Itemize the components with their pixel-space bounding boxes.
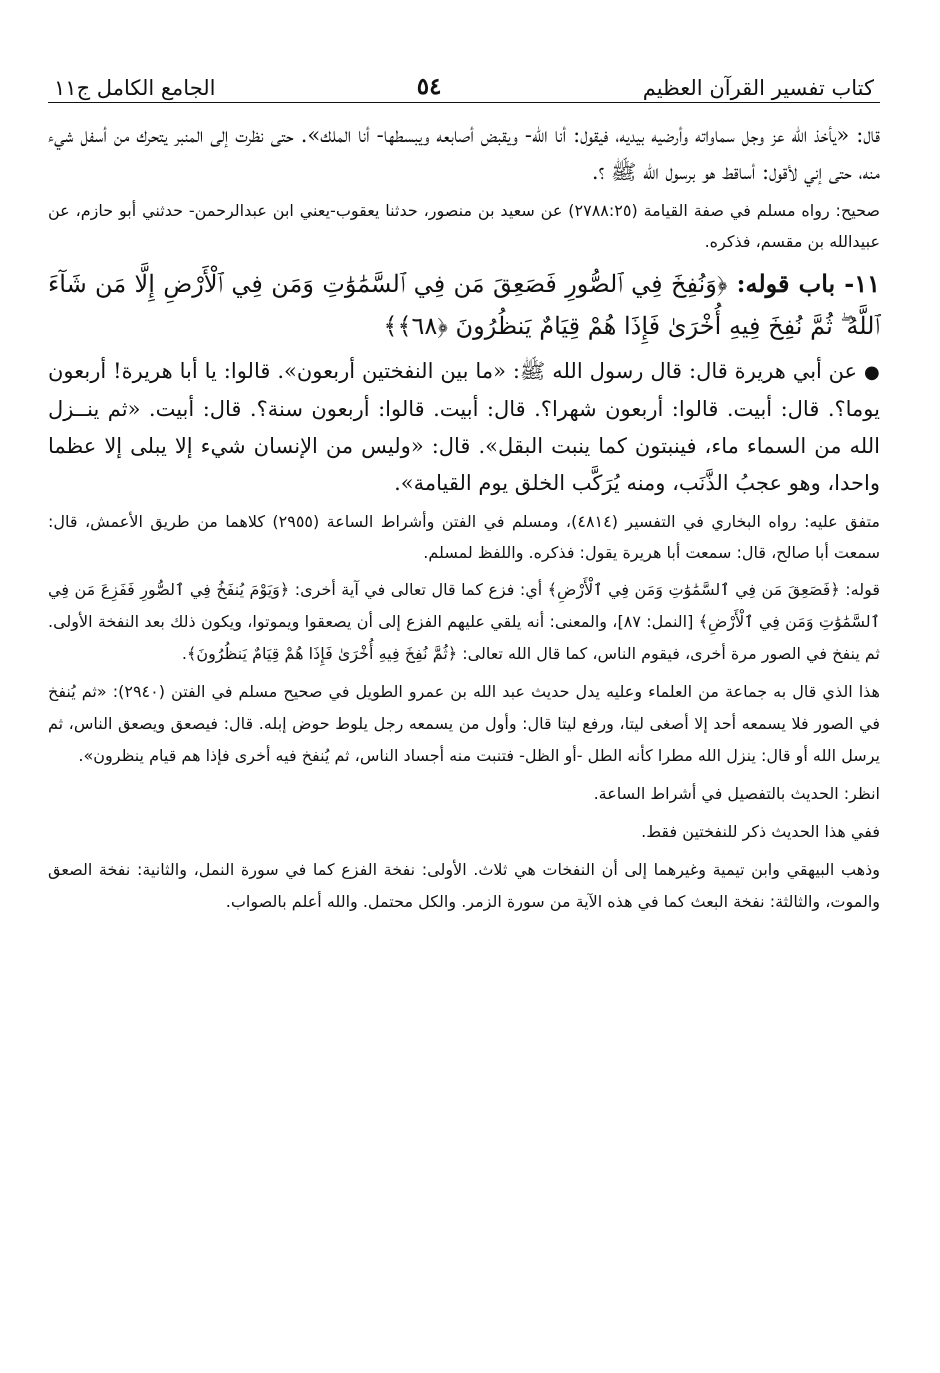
bullet-icon: ● — [864, 362, 880, 383]
hadith-text-2-body: عن أبي هريرة قال: قال رسول الله ﷺ: «ما بين النفختين أربعون». قالوا: يا أبا هريرة! أربعون يوما؟. قال: أبيت. قالوا: أربعون شهرا؟. قال: أبيت. قالوا: أربعون سنة؟. قال: أبيت. «ثم ينــزل الله من السماء ماء، فينبتون كما ينبت البقل». قال: «وليس من الإنسان شيء إلا يبلى إلا عظما واحدا، وهو عجبُ الذَّنَب، ومنه يُرَكَّب الخلق يوم القيامة». — [48, 359, 880, 495]
volume-label: الجامع الكامل ج١١ — [54, 76, 216, 100]
commentary-4: ففي هذا الحديث ذكر للنفختين فقط. — [641, 822, 880, 841]
chapter-heading — [48, 263, 880, 347]
page — [48, 60, 880, 1333]
commentary-3: انظر: الحديث بالتفصيل في أشراط الساعة. — [593, 784, 880, 803]
book-title: كتاب تفسير القرآن العظيم — [642, 76, 874, 100]
chapter-heading-label: ١١- باب قوله: — [736, 269, 880, 298]
takhrij-note-1: صحيح: رواه مسلم في صفة القيامة (٢٧٨٨:٢٥) عن سعيد بن منصور، حدثنا يعقوب-يعني ابن عبدالرحمن- حدثني أبو حازم، عن عبيدالله بن مقسم، فذكره. — [48, 201, 881, 251]
hadith-text-2 — [48, 353, 880, 502]
page-number: ٥٤ — [416, 73, 442, 100]
commentary-2: هذا الذي قال به جماعة من العلماء وعليه يدل حديث عبد الله بن عمرو الطويل في صحيح مسلم في الفتن (٢٩٤٠): «ثم يُنفخ في الصور فلا يسمعه أحد إلا أصغى ليتا، ورفع ليتا قال: وأول من يسمعه رجل يلوط حوض إبله. قال: فيصعق ويصعق الناس، ثم يرسل الله أو قال: ينزل الله مطرا كأنه الطل -أو الظل- فتنبت منه أجساد الناس، ثم يُنفخ فيه أخرى فإذا هم قيام ينظرون». — [48, 682, 880, 765]
header-divider — [48, 102, 880, 103]
hadith-text-1: قال: «يأخذ الله عز وجل سماواته وأرضيه بيديه، فيقول: أنا الله- ويقبض أصابعه ويبسطها- أنا الملك». حتى نظرت إلى المنبر يتحرك من أسفل شيء منه، حتى إني لأقول: أساقط هو برسول الله ﷺ ؟. — [48, 123, 880, 184]
commentary-5: وذهب البيهقي وابن تيمية وغيرهما إلى أن النفخات هي ثلاث. الأولى: نفخة الفزع كما في سورة النمل، والثانية: نفخة الصعق والموت، والثالثة: نفخة البعث كما في هذه الآية من سورة الزمر. والكل محتمل. والله أعلم بالصواب. — [48, 860, 880, 911]
chapter-heading-verse: ﴿وَنُفِخَ فِي ٱلصُّورِ فَصَعِقَ مَن فِي ٱلسَّمَٰوَٰتِ وَمَن فِي ٱلْأَرْضِ إِلَّا مَن شَآءَ ٱللَّهُ ۖ ثُمَّ نُفِخَ فِيهِ أُخْرَىٰ فَإِذَا هُمْ قِيَامٌ يَنظُرُونَ ﴿٦٨﴾﴾ — [48, 270, 880, 340]
running-header — [48, 60, 880, 100]
commentary-1: قوله: ﴿فَصَعِقَ مَن فِي ٱلسَّمَٰوَٰتِ وَمَن فِي ٱلْأَرْضِ﴾ أي: فزع كما قال تعالى في آية أخرى: ﴿وَيَوْمَ يُنفَخُ فِي ٱلصُّورِ فَفَزِعَ مَن فِي ٱلسَّمَٰوَٰتِ وَمَن فِي ٱلْأَرْضِ﴾ [النمل: ٨٧]، والمعنى: أنه يلقي عليهم الفزع إلى أن يصعقوا ويموتوا، ويكون ذلك بعد النفخة الأولى. ثم ينفخ في الصور مرة أخرى، فيقوم الناس، كما قال الله تعالى: ﴿ثُمَّ نُفِخَ فِيهِ أُخْرَىٰ فَإِذَا هُمْ قِيَامٌ يَنظُرُونَ﴾. — [48, 580, 881, 663]
takhrij-note-2: متفق عليه: رواه البخاري في التفسير (٤٨١٤)، ومسلم في الفتن وأشراط الساعة (٢٩٥٥) كلاهما من طريق الأعمش، قال: سمعت أبا صالح، قال: سمعت أبا هريرة يقول: فذكره. واللفظ لمسلم. — [48, 512, 880, 562]
